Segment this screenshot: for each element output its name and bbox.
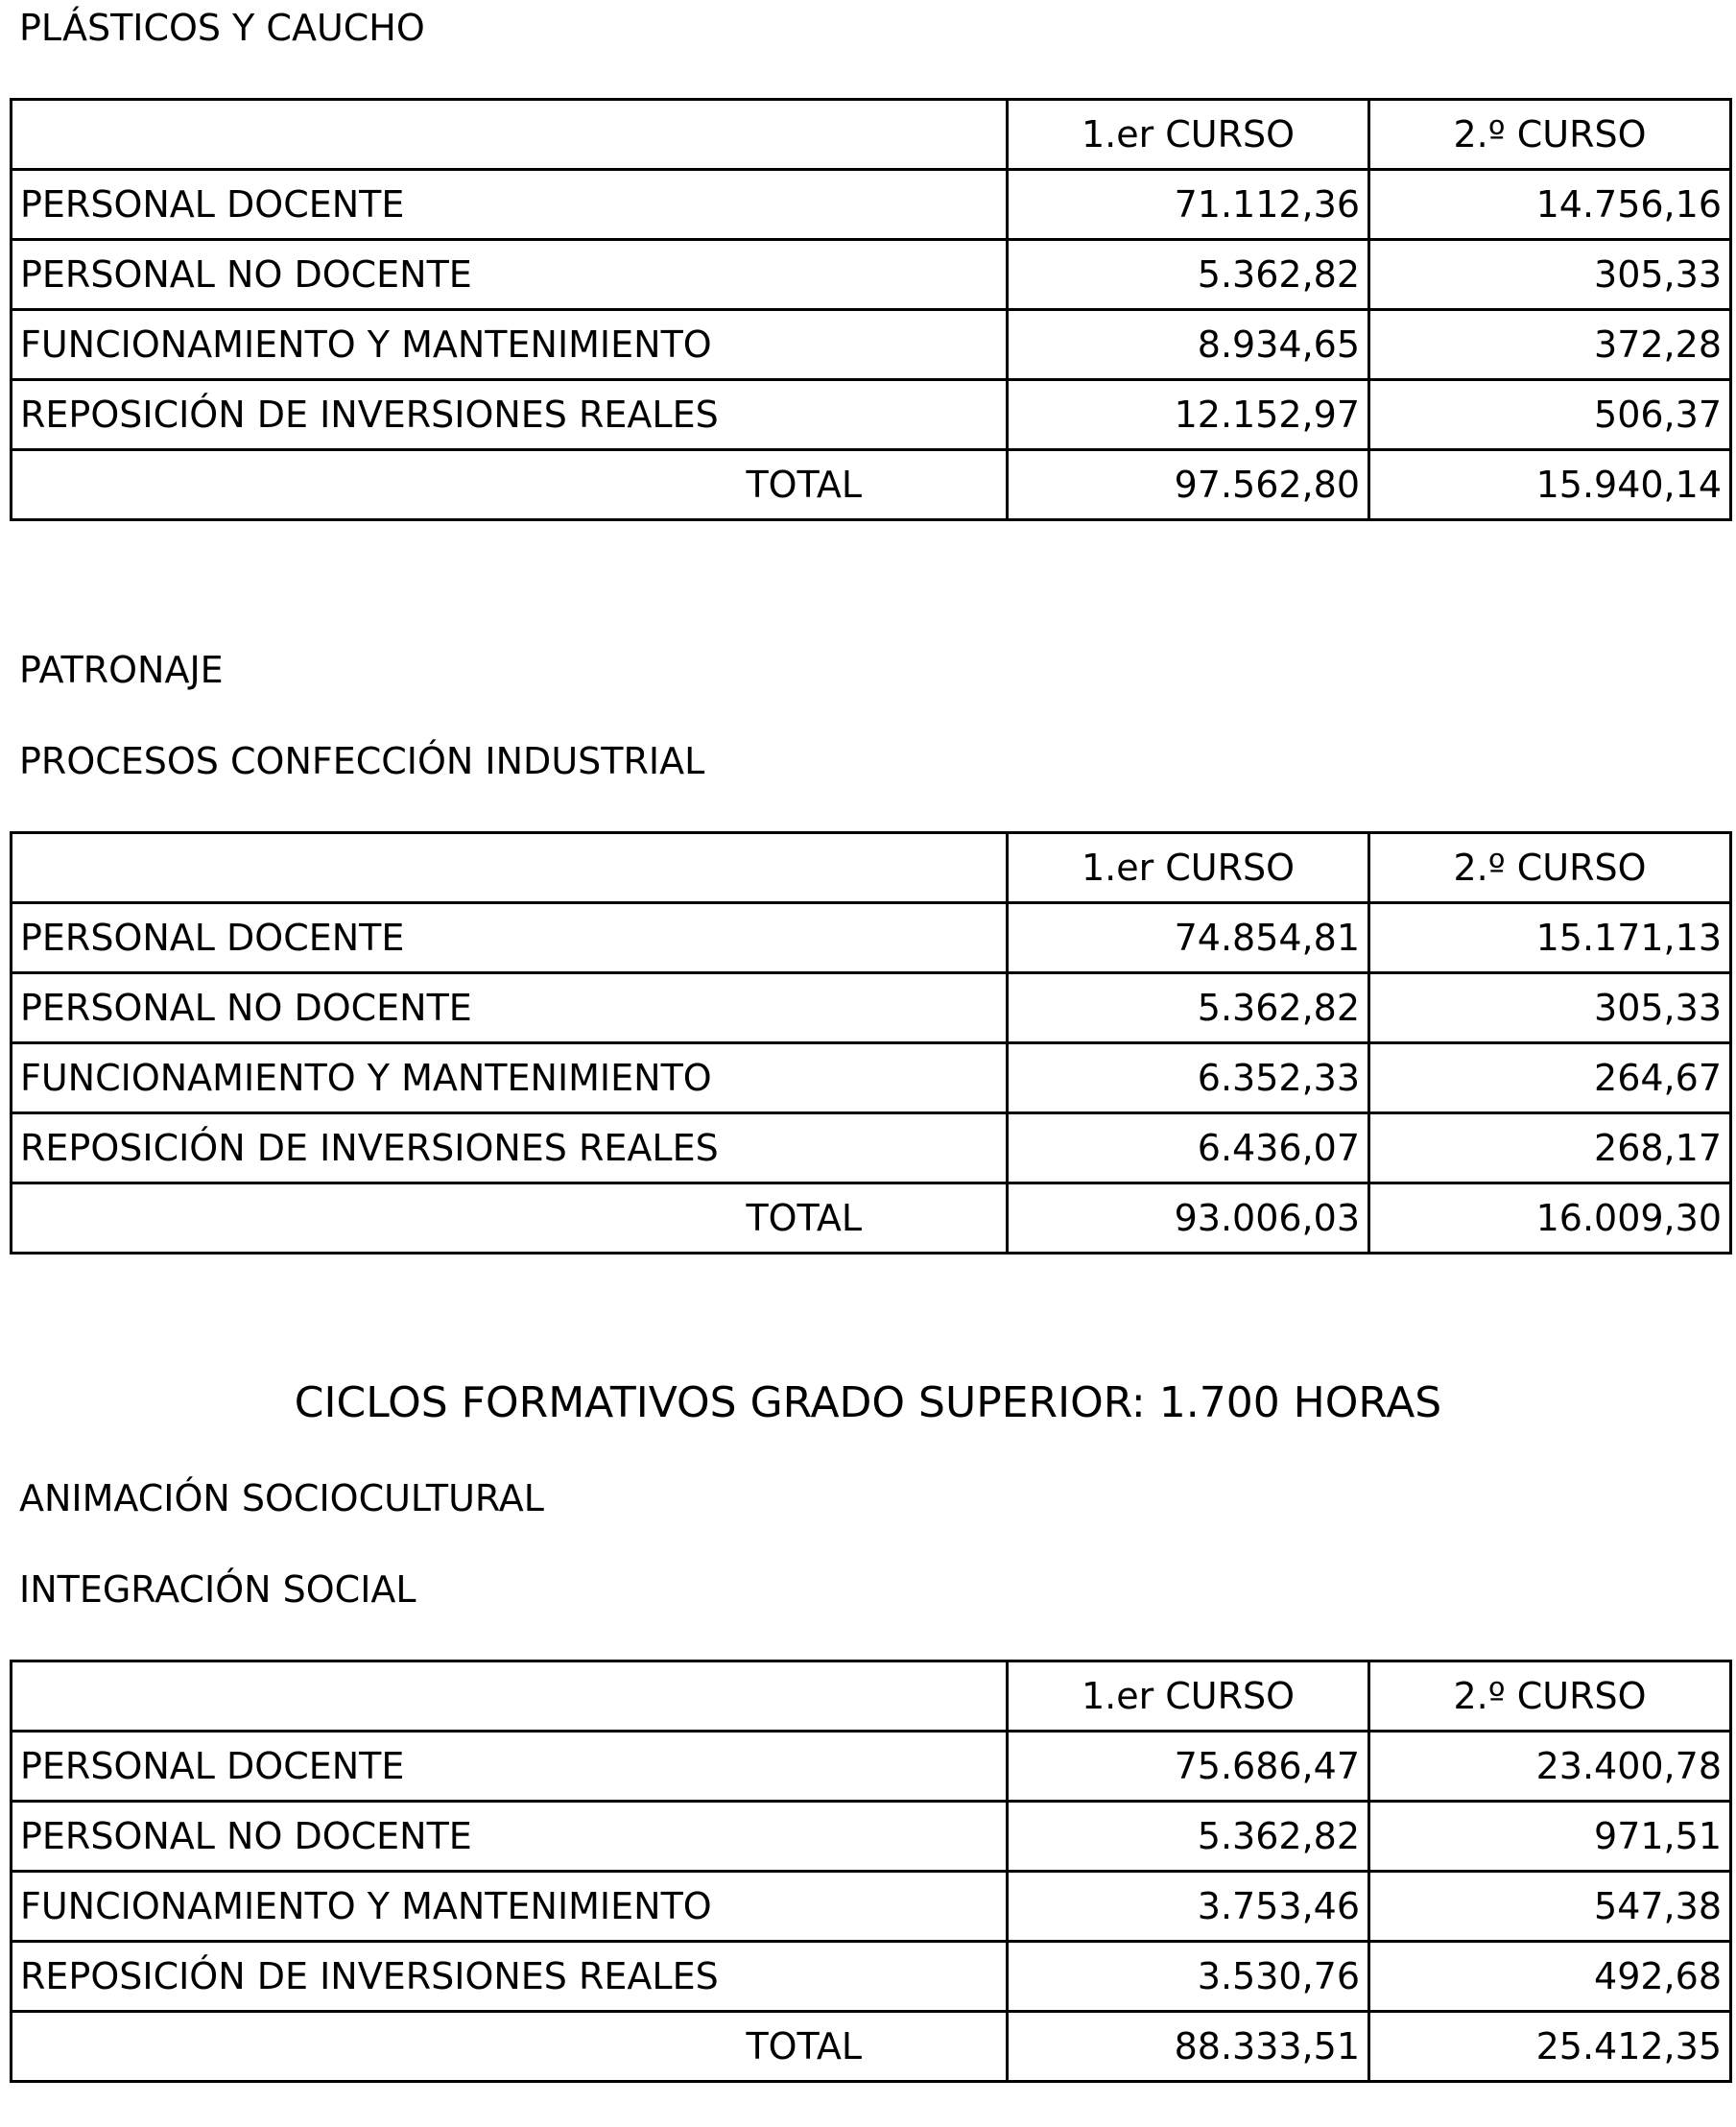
second-course-value: 14.756,16 xyxy=(1369,170,1731,240)
budget-table xyxy=(10,1660,1732,2083)
concept-cell: PERSONAL NO DOCENTE xyxy=(12,973,1008,1043)
table-row xyxy=(12,903,1731,973)
table-row xyxy=(12,240,1731,310)
total-label: TOTAL xyxy=(12,1183,1008,1254)
concept-cell: REPOSICIÓN DE INVERSIONES REALES xyxy=(12,1942,1008,2012)
concept-cell: PERSONAL DOCENTE xyxy=(12,903,1008,973)
second-course-value: 372,28 xyxy=(1369,310,1731,380)
header-cell-first-course: 1.er CURSO xyxy=(1008,833,1369,903)
header-cell-blank xyxy=(12,100,1008,170)
total-row xyxy=(12,450,1731,520)
second-course-total: 15.940,14 xyxy=(1369,450,1731,520)
table-row xyxy=(12,1043,1731,1113)
second-course-value: 547,38 xyxy=(1369,1872,1731,1942)
grade-heading: CICLOS FORMATIVOS GRADO SUPERIOR: 1.700 HORAS xyxy=(294,1378,1442,1427)
concept-cell: FUNCIONAMIENTO Y MANTENIMIENTO xyxy=(12,1872,1008,1942)
concept-cell: FUNCIONAMIENTO Y MANTENIMIENTO xyxy=(12,1043,1008,1113)
first-course-value: 71.112,36 xyxy=(1008,170,1369,240)
section-title: INTEGRACIÓN SOCIAL xyxy=(19,1568,416,1611)
concept-cell: FUNCIONAMIENTO Y MANTENIMIENTO xyxy=(12,310,1008,380)
table-row xyxy=(12,380,1731,450)
second-course-value: 264,67 xyxy=(1369,1043,1731,1113)
second-course-value: 305,33 xyxy=(1369,973,1731,1043)
first-course-value: 75.686,47 xyxy=(1008,1732,1369,1802)
section-title: PATRONAJE xyxy=(19,649,224,691)
section-title: ANIMACIÓN SOCIOCULTURAL xyxy=(19,1477,544,1519)
budget-table xyxy=(10,98,1732,521)
second-course-value: 268,17 xyxy=(1369,1113,1731,1183)
total-row xyxy=(12,2012,1731,2082)
second-course-value: 492,68 xyxy=(1369,1942,1731,2012)
header-cell-first-course: 1.er CURSO xyxy=(1008,1661,1369,1732)
header-cell-blank xyxy=(12,833,1008,903)
concept-cell: PERSONAL NO DOCENTE xyxy=(12,240,1008,310)
first-course-value: 6.352,33 xyxy=(1008,1043,1369,1113)
first-course-total: 88.333,51 xyxy=(1008,2012,1369,2082)
first-course-value: 3.753,46 xyxy=(1008,1872,1369,1942)
table-row xyxy=(12,1802,1731,1872)
header-cell-blank xyxy=(12,1661,1008,1732)
concept-cell: PERSONAL DOCENTE xyxy=(12,170,1008,240)
table-header-row xyxy=(12,833,1731,903)
second-course-value: 23.400,78 xyxy=(1369,1732,1731,1802)
first-course-total: 93.006,03 xyxy=(1008,1183,1369,1254)
first-course-value: 6.436,07 xyxy=(1008,1113,1369,1183)
table-row xyxy=(12,310,1731,380)
table-row xyxy=(12,170,1731,240)
first-course-value: 8.934,65 xyxy=(1008,310,1369,380)
second-course-value: 971,51 xyxy=(1369,1802,1731,1872)
first-course-value: 5.362,82 xyxy=(1008,1802,1369,1872)
concept-cell: REPOSICIÓN DE INVERSIONES REALES xyxy=(12,1113,1008,1183)
second-course-total: 16.009,30 xyxy=(1369,1183,1731,1254)
table-row xyxy=(12,973,1731,1043)
second-course-value: 506,37 xyxy=(1369,380,1731,450)
budget-table xyxy=(10,831,1732,1255)
table-row xyxy=(12,1113,1731,1183)
total-row xyxy=(12,1183,1731,1254)
concept-cell: REPOSICIÓN DE INVERSIONES REALES xyxy=(12,380,1008,450)
first-course-value: 3.530,76 xyxy=(1008,1942,1369,2012)
concept-cell: PERSONAL DOCENTE xyxy=(12,1732,1008,1802)
first-course-value: 74.854,81 xyxy=(1008,903,1369,973)
header-cell-second-course: 2.º CURSO xyxy=(1369,1661,1731,1732)
table-row xyxy=(12,1942,1731,2012)
header-cell-second-course: 2.º CURSO xyxy=(1369,833,1731,903)
first-course-value: 5.362,82 xyxy=(1008,240,1369,310)
section-title: PLÁSTICOS Y CAUCHO xyxy=(19,7,425,49)
table-row xyxy=(12,1872,1731,1942)
total-label: TOTAL xyxy=(12,2012,1008,2082)
header-cell-first-course: 1.er CURSO xyxy=(1008,100,1369,170)
concept-cell: PERSONAL NO DOCENTE xyxy=(12,1802,1008,1872)
table-row xyxy=(12,1732,1731,1802)
first-course-value: 5.362,82 xyxy=(1008,973,1369,1043)
first-course-value: 12.152,97 xyxy=(1008,380,1369,450)
second-course-total: 25.412,35 xyxy=(1369,2012,1731,2082)
second-course-value: 305,33 xyxy=(1369,240,1731,310)
total-label: TOTAL xyxy=(12,450,1008,520)
second-course-value: 15.171,13 xyxy=(1369,903,1731,973)
section-title: PROCESOS CONFECCIÓN INDUSTRIAL xyxy=(19,740,705,782)
header-cell-second-course: 2.º CURSO xyxy=(1369,100,1731,170)
first-course-total: 97.562,80 xyxy=(1008,450,1369,520)
table-header-row xyxy=(12,1661,1731,1732)
table-header-row xyxy=(12,100,1731,170)
